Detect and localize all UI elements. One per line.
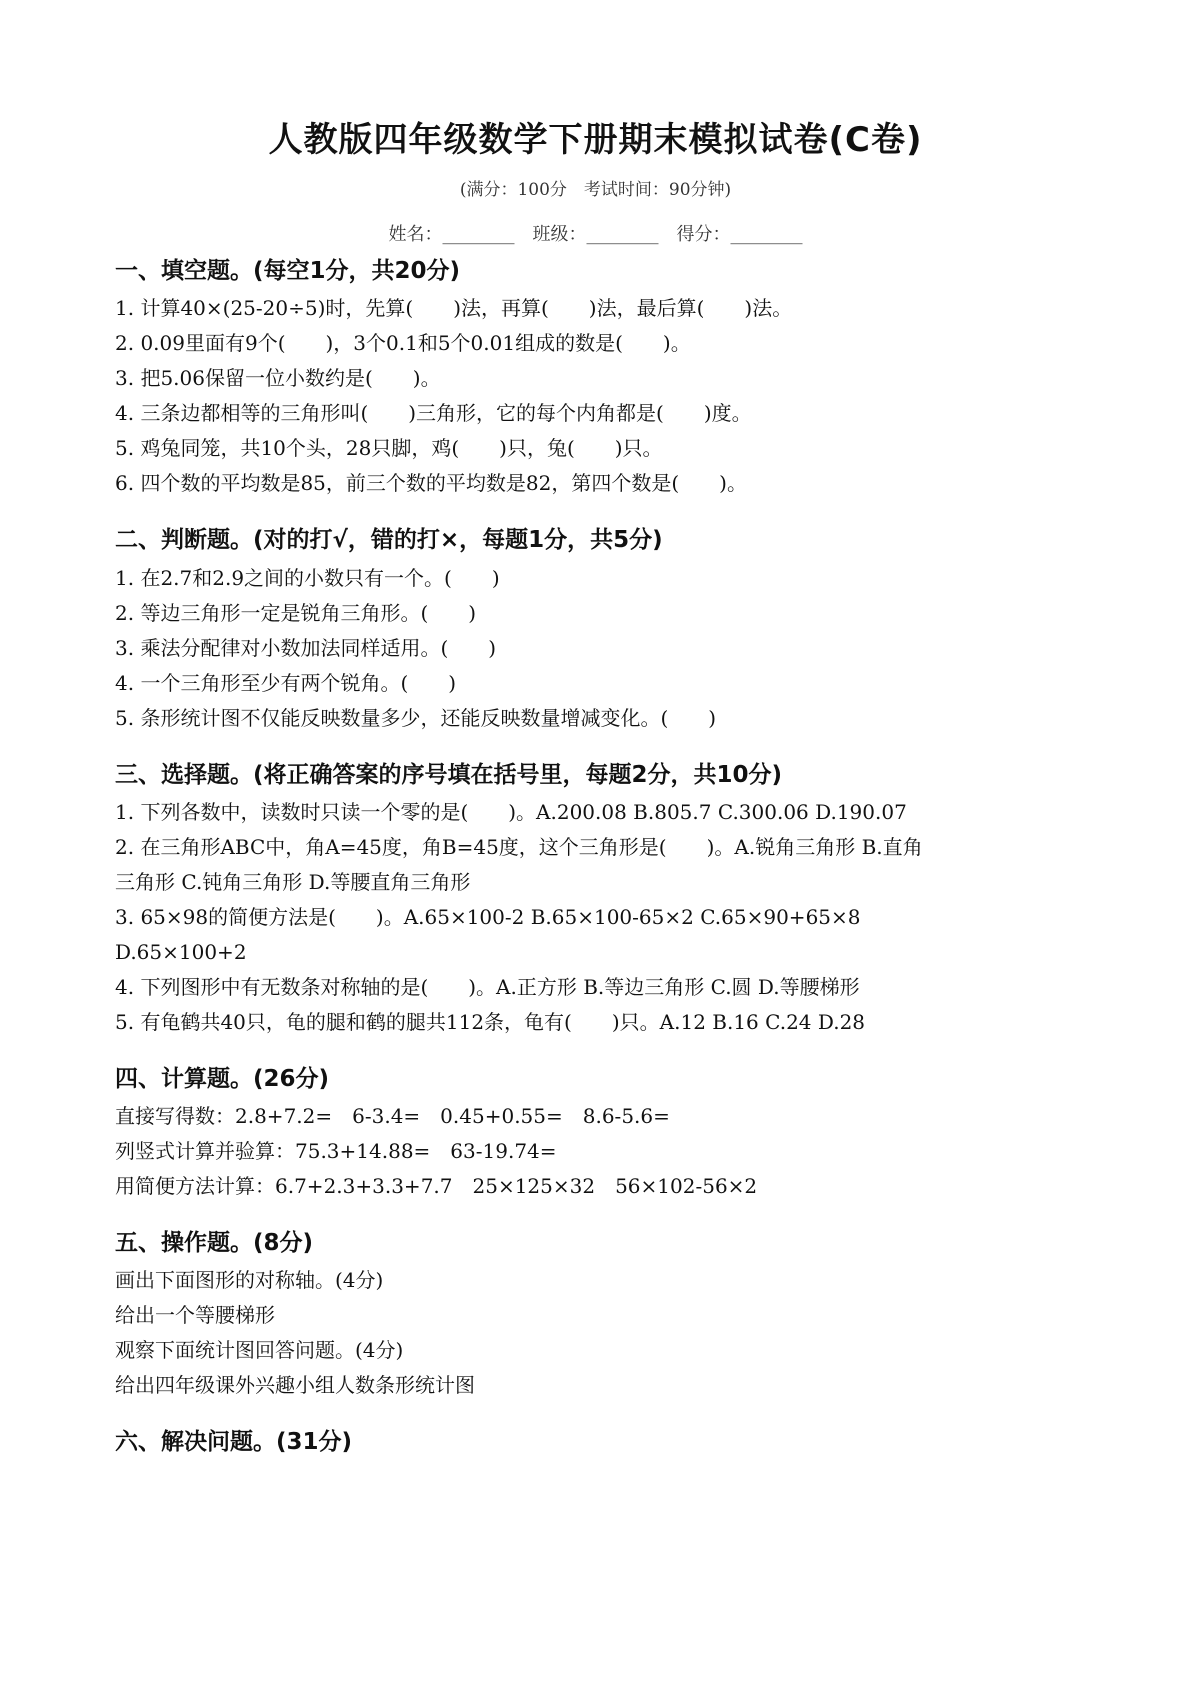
page-title: 人教版四年级数学下册期末模拟试卷(C卷) [268,120,923,160]
s3-question-2: 2. 在三角形ABC中，角A=45度，角B=45度，这个三角形是( )。A.锐角三角形 B.直角 [115,835,923,859]
s3-question-5: 5. 有龟鹤共40只，龟的腿和鹤的腿共112条，龟有( )只。A.12 B.16 C.24 D.28 [115,1010,866,1034]
s3-question-3: 3. 65×98的简便方法是( )。A.65×100-2 B.65×100-65×2 C.65×90+65×8 [115,905,861,929]
section-3-heading: 三、选择题。(将正确答案的序号填在括号里，每题2分，共10分) [115,762,783,788]
s1-question-4: 4. 三条边都相等的三角形叫( )三角形，它的每个内角都是( )度。 [115,401,752,425]
section-4-heading: 四、计算题。(26分) [115,1066,330,1092]
s1-question-1: 1. 计算40×(25-20÷5)时，先算( )法，再算( )法，最后算( )法。 [115,296,793,320]
s4-item-1: 直接写得数：2.8+7.2= 6-3.4= 0.45+0.55= 8.6-5.6= [115,1104,670,1128]
s3-question-2-continued: 三角形 C.钝角三角形 D.等腰直角三角形 [115,870,471,894]
section-2-heading: 二、判断题。(对的打√，错的打×，每题1分，共5分) [115,527,663,553]
s1-question-6: 6. 四个数的平均数是85，前三个数的平均数是82，第四个数是( )。 [115,471,747,495]
s1-question-3: 3. 把5.06保留一位小数约是( )。 [115,366,441,390]
s1-question-2: 2. 0.09里面有9个( )，3个0.1和5个0.01组成的数是( )。 [115,331,691,355]
s5-item-3: 观察下面统计图回答问题。(4分) [115,1338,404,1362]
s4-item-3: 用简便方法计算：6.7+2.3+3.3+7.7 25×125×32 56×102-56×2 [115,1174,758,1198]
s2-question-3: 3. 乘法分配律对小数加法同样适用。( ) [115,636,497,660]
s5-item-1: 画出下面图形的对称轴。(4分) [115,1268,384,1292]
student-info-line: 姓名：________ 班级：________ 得分：________ [388,224,803,245]
s2-question-2: 2. 等边三角形一定是锐角三角形。( ) [115,601,477,625]
s3-question-3-continued: D.65×100+2 [115,940,247,964]
section-6-heading: 六、解决问题。(31分) [115,1429,353,1455]
s2-question-4: 4. 一个三角形至少有两个锐角。( ) [115,671,457,695]
s2-question-1: 1. 在2.7和2.9之间的小数只有一个。( ) [115,566,500,590]
s4-item-2: 列竖式计算并验算：75.3+14.88= 63-19.74= [115,1139,557,1163]
s3-question-4: 4. 下列图形中有无数条对称轴的是( )。A.正方形 B.等边三角形 C.圆 D.等腰梯形 [115,975,860,999]
s5-item-2: 给出一个等腰梯形 [115,1303,275,1327]
s1-question-5: 5. 鸡兔同笼，共10个头，28只脚，鸡( )只，兔( )只。 [115,436,663,460]
s2-question-5: 5. 条形统计图不仅能反映数量多少，还能反映数量增减变化。( ) [115,706,717,730]
section-5-heading: 五、操作题。(8分) [115,1230,314,1256]
s3-question-1: 1. 下列各数中，读数时只读一个零的是( )。A.200.08 B.805.7 C.300.06 D.190.07 [115,800,907,824]
s5-item-4: 给出四年级课外兴趣小组人数条形统计图 [115,1373,475,1397]
exam-subtitle: (满分：100分 考试时间：90分钟) [459,180,732,200]
section-1-heading: 一、填空题。(每空1分，共20分) [115,258,461,284]
